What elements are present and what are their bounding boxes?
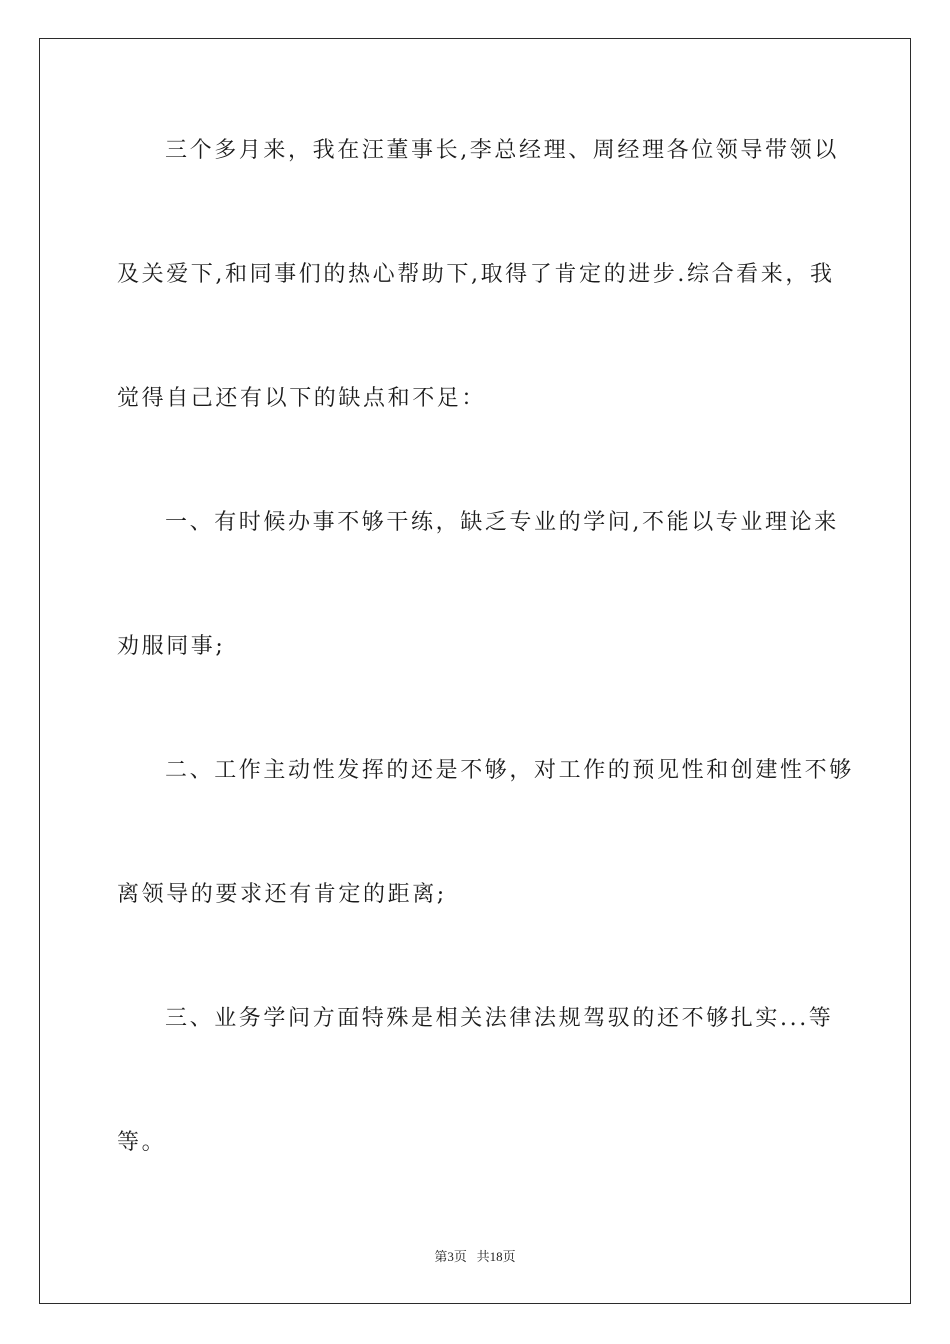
- paragraph-4-line-1: 三、业务学问方面特殊是相关法律法规驾驭的还不够扎实...等: [165, 1006, 834, 1031]
- paragraph-1-line-3: 觉得自己还有以下的缺点和不足：: [117, 386, 487, 411]
- page-border: [39, 38, 911, 1304]
- paragraph-1-line-2: 及关爱下,和同事们的热心帮助下,取得了肯定的进步.综合看来，我: [117, 262, 835, 287]
- paragraph-4-line-2: 等。: [117, 1130, 167, 1155]
- page-number: 第3页: [434, 1249, 467, 1264]
- page-footer: [0, 1248, 950, 1266]
- page-total: 共18页: [476, 1249, 516, 1264]
- paragraph-1-line-1: 三个多月来，我在汪董事长,李总经理、周经理各位领导带领以: [165, 138, 839, 163]
- paragraph-3-line-2: 离领导的要求还有肯定的距离;: [117, 882, 447, 907]
- paragraph-3-line-1: 二、工作主动性发挥的还是不够，对工作的预见性和创建性不够: [165, 758, 854, 783]
- paragraph-2-line-2: 劝服同事;: [117, 634, 226, 659]
- paragraph-2-line-1: 一、有时候办事不够干练，缺乏专业的学问,不能以专业理论来: [165, 510, 839, 535]
